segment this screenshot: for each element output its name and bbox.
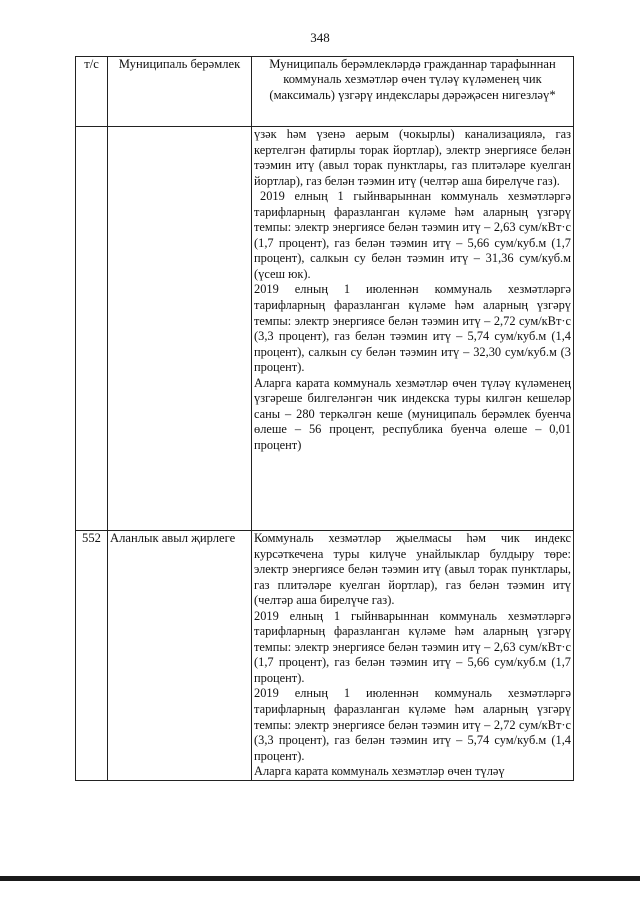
header-index-justification: Муниципаль берәмлекләрдә гражданнар тарафыннан коммуналь хезмәтләр өчен түләү күләменең чик (максималь) үзгәрү индекслары дәрәҗәсен нигезләү*: [252, 57, 574, 127]
header-municipality: Муниципаль берәмлек: [108, 57, 252, 127]
description-paragraph: 2019 елның 1 гыйнварыннан коммуналь хезмәтләргә тарифларның фаразланган күләме һәм аларның үзгәрү темпы: электр энергиясе белән тәэмин итү – 2,63 сум/кВт·с (1,7 процент), газ белән тәэмин итү – 5,66 сум/куб.м (1,7 процент).: [254, 608, 571, 685]
description-paragraph: Аларга карата коммуналь хезмәтләр өчен түләү: [254, 764, 505, 779]
row-municipality: Аланлык авыл җирлеге: [108, 531, 252, 781]
row-number: [76, 127, 108, 531]
table-row: [76, 531, 574, 781]
description-paragraph: Коммуналь хезмәтләр җыелмасы һәм чик индекс курсәткечена туры килүче унайлыклар булдыру төре: электр энергиясе белән тәэмин итү (авыл торак пунктлары, газ плитәләре куелган йортлар), газ белән тәэмин итү (челтәр аша бирелүче газ).: [254, 531, 571, 608]
scan-bottom-edge: [0, 876, 640, 881]
page-number: 348: [310, 30, 330, 45]
header-number: т/с: [76, 57, 108, 127]
description-paragraph: Аларга карата коммуналь хезмәтләр өчен түләү күләменең үзгәреше билгеләнгән чик индекска туры килгән кешеләр саны – 280 теркәлгән кеше (муниципаль берәмлек буенча өлеше – 56 процент, республика буенча өлеше – 0,01 процент): [254, 375, 571, 452]
description-paragraph: 2019 елның 1 июленнән коммуналь хезмәтләргә тарифларның фаразланган күләме һәм аларның үзгәрү темпы: электр энергиясе белән тәэмин итү – 2,72 сум/кВт·с (3,3 процент), газ белән тәэмин итү – 5,74 сум/куб.м (1,4 процент), салкын су белән тәэмин итү – 32,30 сум/куб.м (3 процент).: [254, 282, 571, 375]
row-description: [252, 127, 574, 531]
row-description: [252, 531, 574, 781]
table-row: [76, 127, 574, 531]
description-paragraph: 2019 елның 1 июленнән коммуналь хезмәтләргә тарифларның фаразланган күләме һәм аларның үзгәрү темпы: электр энергиясе белән тәэмин итү – 2,72 сум/кВт·с (3,3 процент), газ белән тәэмин итү – 5,74 сум/куб.м (1,4 процент).: [254, 686, 571, 763]
index-table: [75, 56, 574, 781]
row-municipality: [108, 127, 252, 531]
description-paragraph: үзәк һәм үзенә аерым (чокырлы) канализациялә, газ кертелгән фатирлы торак йортлар), электр энергиясе белән тәэмин итү (авыл торак пунктлары, газ плитәләре куелган йортлар), газ белән тәэмин итү (челтәр аша бирелүче газ).: [254, 127, 571, 188]
row-number: 552: [76, 531, 108, 781]
description-paragraph: 2019 елның 1 гыйнварыннан коммуналь хезмәтләргә тарифларның фаразланган күләме һәм аларның үзгәрү темпы: электр энергиясе белән тәэмин итү – 2,63 сум/кВт·с (1,7 процент), газ белән тәэмин итү – 5,66 сум/куб.м (1,7 процент), салкын су белән тәэмин итү – 31,36 сум/куб.м (үсеш юк).: [254, 189, 571, 281]
table-header-row: [76, 57, 574, 127]
